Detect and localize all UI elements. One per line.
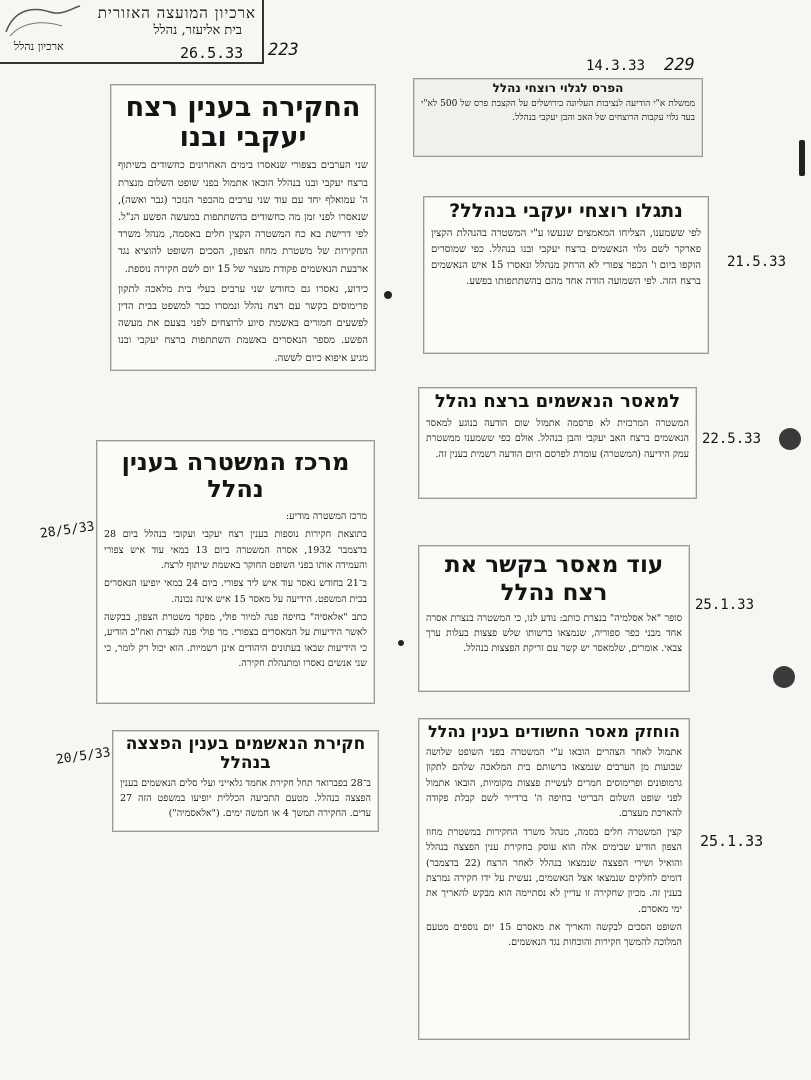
scan-speck xyxy=(398,640,404,646)
scan-speck xyxy=(384,291,392,299)
note-left-date-1: 28/5/33 xyxy=(39,519,96,542)
punch-hole-bottom xyxy=(773,666,795,688)
clipping-paragraph: בתוצאת חקירות נוספות בענין רצח יעקבי ועקובי בנהלל ביום 28 בדצמבר 1932, אסרה המשטרה ביום 13 במאי עוד איש צפורי והעמידה אותו בפני השופט החוקר באשמת שיתוף לרצח. xyxy=(104,529,367,571)
clipping-paragraph: ממשלת א"י הודיעה לנציבות העליונה בירושלים על הקצבת פרס של 500 לא"י בעד גלוי עקבות הרוצחים של האב והבן יעקבי בנהלל. xyxy=(421,99,695,123)
clipping-police-center xyxy=(96,440,375,704)
clipping-body xyxy=(111,155,375,371)
clipping-body xyxy=(424,224,708,294)
archive-seal-mark xyxy=(2,2,82,40)
punch-hole-top xyxy=(779,428,801,450)
clipping-paragraph: ב־21 בחודש נאסר עוד איש ליד צפורי. ביום 24 במאי יופיעו הנאסרים בבית המשפט. הידיעה על מאסר 15 איש אינה נכונה. xyxy=(104,578,368,605)
clipping-paragraph: ב־28 בפברואר תחל חקירת אחמד גלאייני ועלי סלים הנאשמים בענין הפצצה בנהלל. מטעם התביעה הכללית יופיעו במשפט הזה 27 עדים. החקירה תמשך 4 או חמשה ימים. ("אלאסמיה") xyxy=(120,778,371,819)
clipping-body xyxy=(97,507,374,677)
clipping-headline: חקירת הנאשמים בענין הפצצה בנהלל xyxy=(125,734,366,774)
clipping-paragraph: סופר "אל אסלמיה" בנצרת כותב: נודע לנו, כי המשטרה בנצרת אסרה אחד מבני כפר ספוריה, שנמצאו ברשותו שלש פצצות בעלות ערך צבאי. אומרים, שלמאסר יש קשר עם זריקת הפצצות בנהלל. xyxy=(426,613,682,654)
note-side-date-3: 25.1.33 xyxy=(695,597,755,613)
clipping-headline: הוחזק מאסר החשודים בענין נהלל xyxy=(427,722,680,741)
clipping-headline: נתגלו רוצחי יעקבי בנהלל? xyxy=(449,200,683,222)
clipping-paragraph: שני הערבים בצפורי שנאסרו בימים האחרונים כחשודים בשיתוף ברצח יעקבי ובנו בנהלל הובאו אתמול בפני שופט השלום מנצרת ה' עמואלף יחד עם עוד שני ערבים מהכפר הנזכר (גבר ואשה), שנאסרו לפני זמן מה כחשודים בהשתתפות במעשה הפשע הנ"ל. לפי דרישת בא כח המשטרה הקצין חלים באסמה, מנהל משרד החקירות של משטרת מחוז הצפון, הסכים השופט להוציא נגד ארבעת הנאשמים פקודת מעצר של 15 יום לשם חקירה נוספת. xyxy=(118,160,368,275)
archive-stamp-label: ארכיון נהלל xyxy=(14,40,64,53)
clipping-arrest-accused xyxy=(418,387,697,499)
clipping-headline: החקירה בענין רצח יעקבי ובנו xyxy=(125,92,361,154)
clipping-paragraph: כידוע, נאסרו גם כחודש שני ערבים בעלי בית מלאכה לתקון פרימוסים בקשר עם רצח נהלל ונמסרו כבר למשפט בבית הדין לפשעים חמורים באשמת סיוע לרוצחים לפני בצעם את מעשה הפשע. מספר הנאסרים באשמת השתתפות ברצח יעקבי ובנו מגיע איפוא כיום לששה. xyxy=(118,283,368,364)
clipping-paragraph: מרכז המשטרה מודיע: xyxy=(285,510,367,522)
clipping-body xyxy=(414,96,702,130)
clipping-investigation xyxy=(110,84,376,371)
note-top-right-date: 14.3.33 xyxy=(586,58,646,74)
clipping-headline: הפרס לגלוי רוצחי נהלל xyxy=(492,81,624,95)
clipping-headline: מרכז המשטרה בענין נהלל xyxy=(121,448,350,503)
clipping-another-arrest xyxy=(418,545,690,692)
note-top-number: 223 xyxy=(268,40,299,60)
note-side-date-2: 22.5.33 xyxy=(702,431,762,447)
clipping-headline: עוד מאסר בקשר את רצח נהלל xyxy=(444,552,664,606)
clipping-paragraph: המשטרה המרכזית לא פרסמה אתמול שום הודעה בנוגע למאסר הנאשמים ברצח האב יעקבי והבן בנהלל. אולם כפי ששמענו ממשטרת עמק הידיעה (המשטרה) עומדת לפרסם היום הודעה רשמית בענין זה. xyxy=(426,418,689,460)
clipping-body xyxy=(419,610,689,661)
archive-stamp-line-1: ארכיון המועצה האזורית xyxy=(97,4,256,22)
clipping-paragraph: לפי ששמענו, הצליחו המאמצים שנעשו ע"י המשטרה בהנהלת הקצין פארקר לשם גלוי הנאשמים ברצח יעקבי ובנו בנהלל. כפי שמוסרים הוקפו ביום ו' הכפר צפורי לא הרחק מנהלל ונאסרו 15 איש הנאשמים ברצח הזה. לפי השמועה הודה אחד מהם בהשתתפותו בפשע. xyxy=(431,228,701,287)
clipping-headline: למאסר הנאשמים ברצח נהלל xyxy=(434,391,681,412)
clipping-reward xyxy=(413,78,703,157)
note-top-right-number: 229 xyxy=(664,55,695,75)
note-side-date-1: 21.5.33 xyxy=(727,254,787,270)
note-left-date-2: 20/5/33 xyxy=(55,745,112,768)
clipping-interrogation xyxy=(112,730,379,832)
clipping-paragraph: אתמול לאחר הצהרים הובאו ע"י המשטרה בפני השופט שלושה שבועות מן הערבים שנמצאו ברשותם בית המלאכה שלהם לתקון גרמופונים ופרימוסים חמרים לעשיית פצצות מקומיות, הובאו אתמול לפני שופט השלום הבריטי בחיפה ה' ברדייר לשם קבלת פקודה להארכת מעצרם. xyxy=(426,746,682,820)
archive-stamp-line-2: בית אליעזר, נהלל xyxy=(153,23,242,38)
clipping-murderers-found xyxy=(423,196,709,354)
scan-speck xyxy=(799,140,805,176)
clipping-body xyxy=(419,414,696,467)
clipping-detention-extended xyxy=(418,718,690,1040)
note-side-date-4: 25.1.33 xyxy=(700,832,764,850)
clipping-paragraph: כתב "אלאסיה" בחיפה פנה למיור פולי, מפקד משטרת הצפון, בבקשה לאשר הידיעות על המאסרים בצפורי. מר פולי פנה לנצרת ואח"כ הודיע, כי הידיעות שבאו בעתונים היהודים אינן רשמיות. הוא יכול רק לומר, כי שני אנשים נאסרו ומתנהלת חקירה. xyxy=(104,612,367,670)
clipping-paragraph: השופט הסכים לבקשה והאריך את מאסרם 15 יום נוספים מטעם המלוכה להמשך חקירות והוכחות נגד הנאשמים. xyxy=(426,922,682,949)
clipping-body xyxy=(419,743,689,956)
clipping-paragraph: קצין המשטרה חלים בסמה, מנהל משרד החקירות במשטרת מחוז הצפון הודיע שבימים אלה הוא עוסק בחקירת ענין הפצצה בנהלל והואיל ושירי הפצצה שנמצאו בנהלל לאחר הרצח (22 בדצמבר) דומים לחלקים שנמצאו אצל הנאשמים, נעשית על ידו חקירה נמרצת בענין זה. מכיון שחקירה זו עדיין לא נסתיימה הוא מבקש להאריך את ימי מאסרם. xyxy=(426,826,682,915)
note-top-date: 26.5.33 xyxy=(180,44,244,62)
clipping-body xyxy=(113,775,378,826)
